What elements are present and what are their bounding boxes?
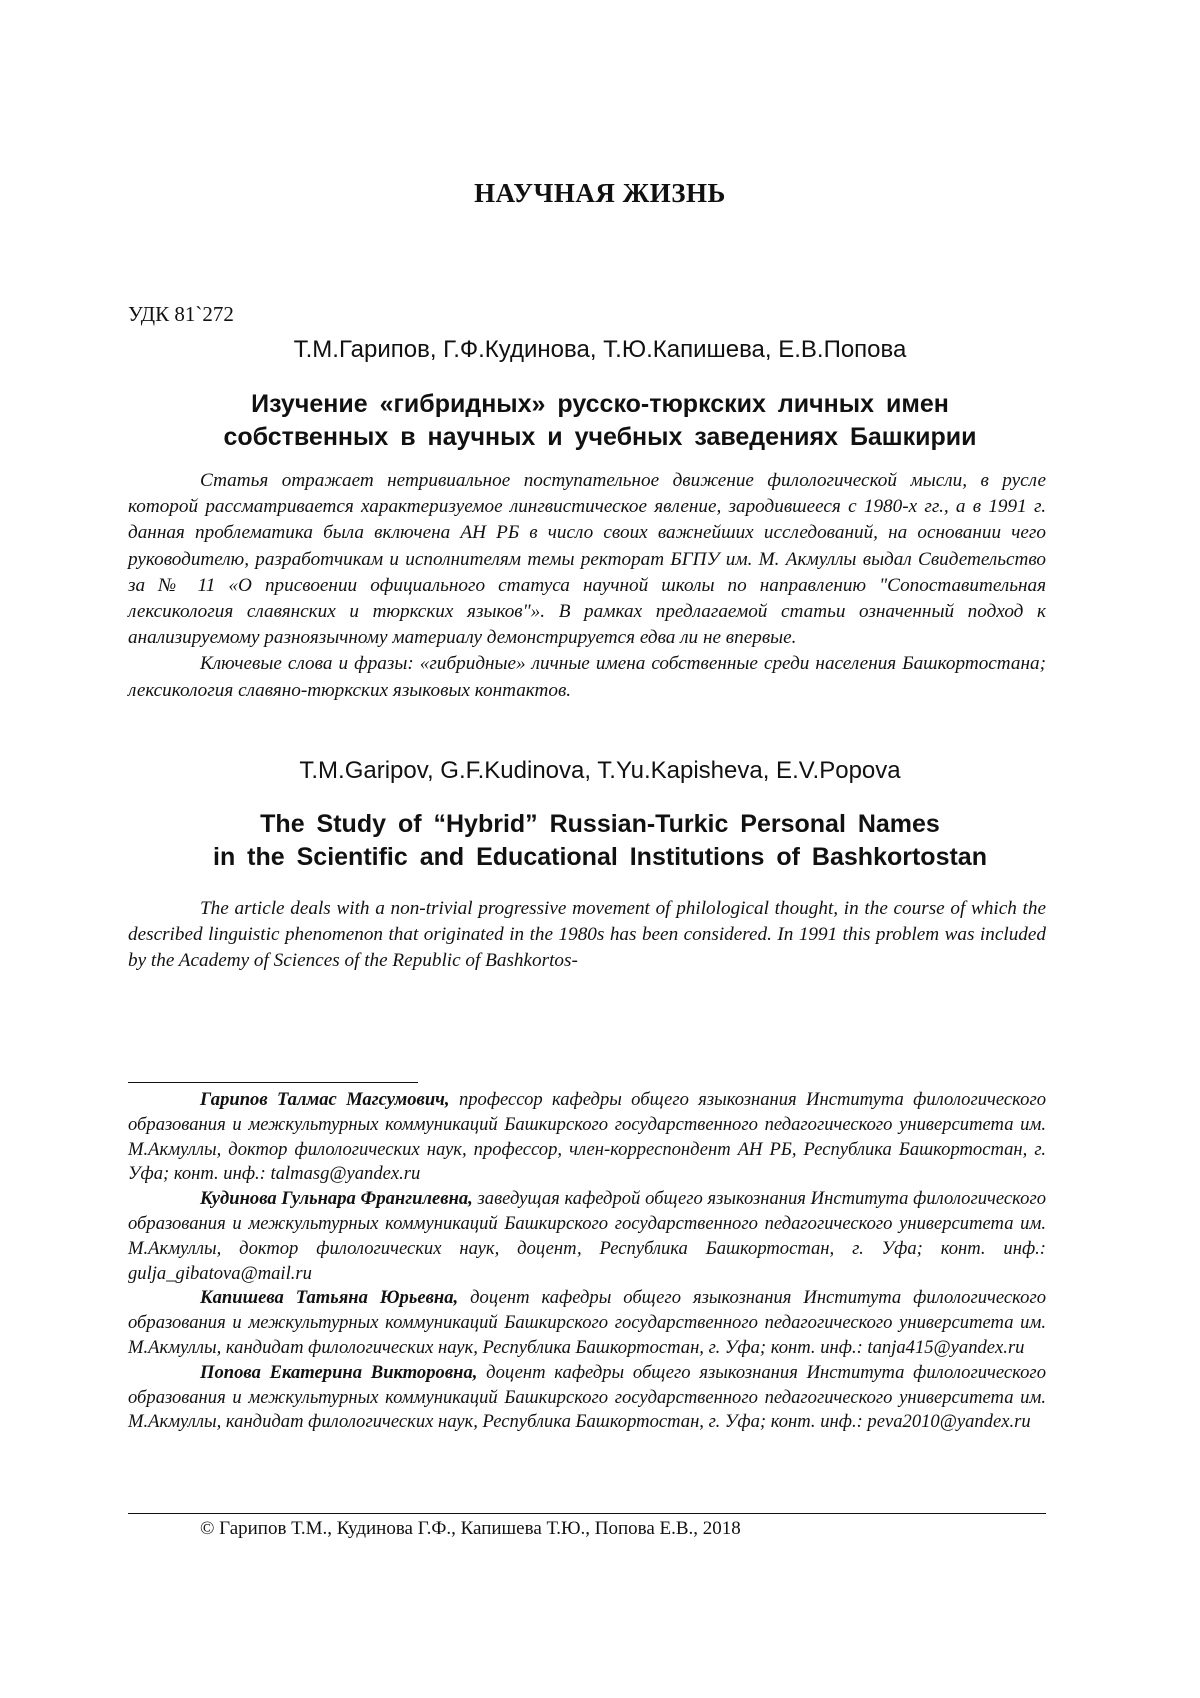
footnote-author-info: заведущая кафедрой общего языкознания Института филологического образования и межкультурных коммуникаций Башкирского государственного педагогического университета им. М.Акмуллы, доктор филологических наук, доцент, Республика Башкортостан, г. Уфа; конт. инф.: gulja_gibatova@mail.ru <box>128 1188 1046 1284</box>
footnote-item <box>128 1187 1046 1286</box>
footnote-author-info: доцент кафедры общего языкознания Института филологического образования и межкультурных коммуникаций Башкирского государственного педагогического университета им. М.Акмуллы, кандидат филологических наук, Республика Башкортостан, г. Уфа; конт. инф.: tanja415@yandex.ru <box>128 1287 1046 1358</box>
footnote-author-name: Попова Екатерина Викторовна, <box>200 1361 478 1383</box>
section-heading: НАУЧНАЯ ЖИЗНЬ <box>474 178 726 208</box>
footnote-author-name: Капишева Татьяна Юрьевна, <box>200 1287 459 1309</box>
footnote-item <box>128 1088 1046 1187</box>
english-title-line-1: The Study of “Hybrid” Russian-Turkic Personal Names <box>260 810 940 838</box>
english-abstract <box>128 896 1046 975</box>
russian-abstract <box>128 468 1046 704</box>
footnote-author-name: Гарипов Талмас Магсумович, <box>200 1089 450 1110</box>
footnote-item <box>128 1361 1046 1435</box>
russian-authors: Т.М.Гарипов, Г.Ф.Кудинова, Т.Ю.Капишева, Е.В.Попова <box>293 336 907 363</box>
copyright-divider <box>128 1513 1046 1514</box>
russian-title-line-2: собственных в научных и учебных заведениях Башкирии <box>223 423 977 451</box>
english-authors: T.M.Garipov, G.F.Kudinova, T.Yu.Kapisheva, E.V.Popova <box>299 757 901 784</box>
english-abstract-text: The article deals with a non-trivial progressive movement of philological thought, in the course of which the described linguistic phenomenon that originated in the 1980s has been considered. In 1991 this problem was included by the Academy of Sciences of the Republic of Bashkortos- <box>128 898 1046 972</box>
footnote-item <box>128 1286 1046 1360</box>
english-title <box>0 808 1200 874</box>
author-footnotes <box>128 1088 1046 1435</box>
footnote-author-info: доцент кафедры общего языкознания Института филологического образования и межкультурных коммуникаций Башкирского государственного педагогического университета им. М.Акмуллы, кандидат филологических наук, Республика Башкортостан, г. Уфа; конт. инф.: peva2010@yandex.ru <box>128 1361 1046 1433</box>
russian-abstract-text: Статья отражает нетривиальное поступательное движение филологической мысли, в русле которой рассматривается характеризуемое лингвистическое явление, зародившееся с 1980-х гг., а в 1991 г. данная проблематика была включена АН РБ в число своих важнейших исследований, на основании чего руководителю, разработчикам и исполнителям темы ректорат БГПУ им. М. Акмуллы выдал Свидетельство за № 11 «О присвоении официального статуса научной школы по направлению "Сопоставительная лексикология славянских и тюркских языков"». В рамках предлагаемой статьи означенный подход к анализируемому разноязычному материалу демонстрируется едва ли не впервые. <box>128 470 1046 649</box>
russian-title-line-1: Изучение «гибридных» русско-тюркских личных имен <box>251 390 949 418</box>
footnote-author-info: профессор кафедры общего языкознания Института филологического образования и межкультурных коммуникаций Башкирского государственного педагогического университета им. М.Акмуллы, доктор филологических наук, профессор, член-корреспондент АН РБ, Республика Башкортостан, г. Уфа; конт. инф.: talmasg@yandex.ru <box>128 1089 1046 1185</box>
udc-code: УДК 81`272 <box>128 302 234 326</box>
copyright-notice: © Гарипов Т.М., Кудинова Г.Ф., Капишева Т.Ю., Попова Е.В., 2018 <box>200 1518 741 1539</box>
english-title-line-2: in the Scientific and Educational Institutions of Bashkortostan <box>213 843 987 871</box>
russian-title <box>0 388 1200 454</box>
russian-keywords: Ключевые слова и фразы: «гибридные» личные имена собственные среди населения Башкортостана; лексикология славяно-тюркских языковых контактов. <box>128 653 1046 701</box>
footnote-author-name: Кудинова Гульнара Франгилевна, <box>200 1188 473 1210</box>
footnote-divider <box>128 1082 418 1083</box>
